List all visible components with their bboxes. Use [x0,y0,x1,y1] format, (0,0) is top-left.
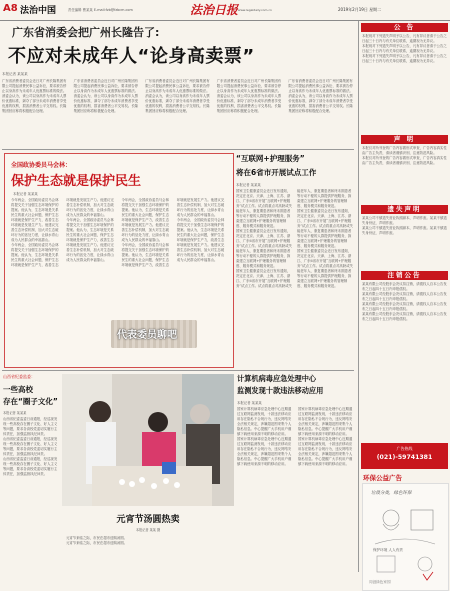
cancel-text-1: 某某有限公司经股东会决议拟注销，请债权人自本公告发布之日起四十五日内申报债权。 [362,282,447,291]
top-story-text-cont3: 广东省消费者委员会近日对广州长隆集团有限公司提起消费民事公益诉讼，要求被告停止以身高作为未成年人优惠票标准的做法。消委会认为，该公司以身高作为未成年人票价优惠标准，剥夺了部分未成年消费者享受优惠的权利，损害消费者公平交易权。长隆集团回应称将积极配合处理。 [216,79,282,113]
statement-text-1: 本报仅对所刊登的广告内容做形式审查，广告内容真实性由广告主负责，请读者谨慎识别，注意防范风险。 [362,146,447,155]
editor-line: 责任编辑 曹某某 E-mail:fzb@fzbcm.com [68,8,133,12]
top-story-text-cont: 广东省消费者委员会近日对广州长隆集团有限公司提起消费民事公益诉讼，要求被告停止以身高作为未成年人优惠票标准的做法。消委会认为，该公司以身高作为未成年人票价优惠标准，剥夺了部分未成年消费者享受优惠的权利，损害消费者公平交易权。长隆集团回应称将积极配合处理。 [73,79,139,113]
cancel-text-4: 某某有限公司经股东会决议拟注销，请债权人自本公告发布之日起四十五日内申报债权。 [362,312,447,321]
ecology-text-1: 今年两会，全国政协委员马会林将提交关于加强生态环境保护的提案。他认为，生态环境是关系民生的重大社会问题，保护生态环境就是保护生产力，改善生态环境就是发展生产力。他建议完善生态补偿机制，加大对生态破坏行为的惩处力度，让绿水青山成为人民群众的幸福靠山。 [11,198,59,242]
univ-text-1: 山西省纪委监委日前通报，经巡视发现一些高校存在圈子文化、好人主义等问题，要求各高校党委切实履行主体责任，加强监督执纪问责。 [3,417,58,436]
article-universities-headline-1: 一些高校 [3,385,33,394]
article-virus-headline-2: 监测发现十款违法移动应用 [237,386,324,395]
ps-slogan-2: 保护环境 人人有责 [373,548,403,552]
top-story-byline: 本报记者 某某某 [2,72,28,76]
lost-header: 遗失声明 [361,205,448,214]
article-ecology [4,153,234,368]
ps-slogan-1: 垃圾分类，绿色环保 [371,491,412,496]
univ-text-2: 山西省纪委监委日前通报，经巡视发现一些高校存在圈子文化、好人主义等问题，要求各高校党委切实履行主体责任，加强监督执纪问责。 [3,437,58,456]
article-virus-byline: 本报记者 某某某 [237,401,262,405]
statement-body [362,146,447,202]
lantern-festival-photo [62,374,234,506]
lost-body [362,216,447,268]
cancel-text-3: 某某有限公司经股东会决议拟注销，请债权人自本公告发布之日起四十五日内申报债权。 [362,302,447,311]
cancel-body [362,282,447,440]
top-story-text-cont4: 广东省消费者委员会近日对广州长隆集团有限公司提起消费民事公益诉讼，要求被告停止以身高作为未成年人优惠票标准的做法。消委会认为，该公司以身高作为未成年人票价优惠标准，剥夺了部分未成年消费者享受优惠的权利，损害消费者公平交易权。长隆集团回应称将积极配合处理。 [288,79,353,113]
article-nursing-headline: 将在6省市开展试点工作 [236,168,317,177]
nursing-text-5: 国家卫生健康委员会近日发布通知，决定在北京、天津、上海、江苏、浙江、广东6省市开展“互联网+护理服务”试点工作。试点将重点对高龄或失能老年人、康复期患者和终末期患者等行动不便的人群提供护理服务，探索建立互联网+护理服务的管理制度、服务模式和服务规范。 [297,249,353,288]
virus-text-2: 国家计算机病毒应急处理中心近期通过互联网监测发现，十款违法移动应用存在隐私不合规行为，违反网络安全法相关规定，涉嫌超范围采集个人隐私信息。中心提醒广大手机用户谨慎下载使用来源不明的移动应用。 [237,437,292,466]
statement-header: 声 明 [361,135,448,144]
masthead [0,0,450,21]
cancel-text-2: 某某有限公司经股东会决议拟注销，请债权人自本公告发布之日起四十五日内申报债权。 [362,292,447,301]
paper-url: www.legaldaily.com.cn [238,8,272,12]
divider [2,149,354,150]
public-service-ad [362,483,449,591]
nursing-text-2: 国家卫生健康委员会近日发布通知，决定在北京、天津、上海、江苏、浙江、广东6省市开展“互联网+护理服务”试点工作。试点将重点对高龄或失能老年人、康复期患者和终末期患者等行动不便的人群提供护理服务，探索建立互联网+护理服务的管理制度、服务模式和服务规范。 [236,229,292,268]
page-code: A8 [3,3,18,14]
ecology-text-6: 今年两会，全国政协委员马会林将提交关于加强生态环境保护的提案。他认为，生态环境是关系民生的重大社会问题，保护生态环境就是保护生产力，改善生态环境就是发展生产力。他建议完善生态补偿机制，加大对生态破坏行为的惩处力度，让绿水青山成为人民群众的幸福靠山。 [176,218,225,262]
notice-text-2: 本报现对下列遗失声明予以公告，凡有异议者请于公告之日起三十日内与有关单位联系，逾期视为无异议。 [362,44,447,53]
article-universities-byline: 本报记者 某某某 [3,411,27,415]
representatives-chat-banner [111,320,197,348]
ps-slogan-3: 同创绿色家园 [369,580,391,584]
lost-text-2: 某某公司不慎遗失营业执照副本，声明作废。某某不慎遗失身份证，声明作废。 [362,226,447,235]
article-nursing [236,153,354,367]
article-nursing-kicker: “互联网+护理服务” [236,154,305,163]
article-virus-body [237,407,355,567]
article-ecology-headline: 保护生态就是保护民生 [11,174,142,189]
divider [2,370,354,371]
notice-text-1: 本报现对下列遗失声明予以公告，凡有异议者请于公告之日起三十日内与有关单位联系，逾期视为无异议。 [362,34,447,43]
lost-text-1: 某某公司不慎遗失营业执照副本，声明作废。某某不慎遗失身份证，声明作废。 [362,216,447,225]
article-ecology-byline: 本报记者 某某某 [13,192,38,196]
cancel-header: 注销公告 [361,271,448,280]
photo-credit: 本报记者 某某 摄 [135,528,161,532]
photo-caption: 元宵节汤圆热卖 [116,515,180,525]
photo-desc [66,536,230,566]
article-virus-headline-1: 计算机病毒应急处理中心 [237,374,317,383]
top-story-text-cont2: 广东省消费者委员会近日对广州长隆集团有限公司提起消费民事公益诉讼，要求被告停止以身高作为未成年人优惠票标准的做法。消委会认为，该公司以身高作为未成年人票价优惠标准，剥夺了部分未成年消费者享受优惠的权利，损害消费者公平交易权。长隆集团回应称将积极配合处理。 [145,79,210,113]
statement-text-2: 本报仅对所刊登的广告内容做形式审查，广告内容真实性由广告主负责，请读者谨慎识别，注意防范风险。 [362,156,447,165]
article-nursing-byline: 本报记者 某某某 [236,183,261,187]
article-nursing-body [236,189,354,373]
notice-header: 公 告 [361,23,448,32]
article-ecology-kicker: 全国政协委员马会林： [11,162,72,169]
ps-illustration [363,484,448,590]
photo-illustration [62,374,234,506]
virus-text-4: 国家计算机病毒应急处理中心近期通过互联网监测发现，十款违法移动应用存在隐私不合规行为，违反网络安全法相关规定，涉嫌超范围采集个人隐私信息。中心提醒广大手机用户谨慎下载使用来源不明的移动应用。 [298,437,353,466]
hotline-number: (021)-59741381 [376,454,433,461]
article-universities [3,374,59,570]
ecology-text-5: 今年两会，全国政协委员马会林将提交关于加强生态环境保护的提案。他认为，生态环境是关系民生的重大社会问题，保护生态环境就是保护生产力，改善生态环境就是发展生产力。他建议完善生态补偿机制，加大对生态破坏行为的惩处力度，让绿水青山成为人民群众的幸福靠山。 [121,198,225,267]
ad-hotline-box [361,443,448,469]
article-universities-body [3,417,59,563]
ecology-text-4: 今年两会，全国政协委员马会林将提交关于加强生态环境保护的提案。他认为，生态环境是关系民生的重大社会问题，保护生态环境就是保护生产力，改善生态环境就是发展生产力。他建议完善生态补偿机制，加大对生态破坏行为的惩处力度，让绿水青山成为人民群众的幸福靠山。 [121,198,169,242]
photo-feature [62,374,234,570]
notice-body [362,34,447,132]
article-universities-headline-2: 存在“圈子文化” [3,397,58,406]
notice-text-3: 本报现对下列遗失声明予以公告，凡有异议者请于公告之日起三十日内与有关单位联系，逾期视为无异议。 [362,54,447,63]
photo-desc-text: 元宵节来临之际，市民在超市选购汤圆。 [66,536,128,540]
public-service-title: 环保公益广告 [363,474,402,482]
top-story-headline: 不应对未成年人“论身高卖票” [8,46,255,67]
nursing-text-1: 国家卫生健康委员会近日发布通知，决定在北京、天津、上海、江苏、浙江、广东6省市开展“互联网+护理服务”试点工作。试点将重点对高龄或失能老年人、康复期患者和终末期患者等行动不便的人群提供护理服务，探索建立互联网+护理服务的管理制度、服务模式和服务规范。 [236,189,292,228]
section-name: 法治中国 [20,6,57,16]
sidebar [358,21,450,584]
top-story [2,24,354,148]
nursing-text-4: 国家卫生健康委员会近日发布通知，决定在北京、天津、上海、江苏、浙江、广东6省市开展“互联网+护理服务”试点工作。试点将重点对高龄或失能老年人、康复期患者和终末期患者等行动不便的人群提供护理服务，探索建立互联网+护理服务的管理制度、服务模式和服务规范。 [297,209,353,248]
virus-text-1: 国家计算机病毒应急处理中心近期通过互联网监测发现，十款违法移动应用存在隐私不合规行为，违反网络安全法相关规定，涉嫌超范围采集个人隐私信息。中心提醒广大手机用户谨慎下载使用来源不明的移动应用。 [237,407,292,436]
ecology-text-3: 今年两会，全国政协委员马会林将提交关于加强生态环境保护的提案。他认为，生态环境是关系民生的重大社会问题，保护生态环境就是保护生产力，改善生态环境就是发展生产力。他建议完善生态补偿机制，加大对生态破坏行为的惩处力度，让绿水青山成为人民群众的幸福靠山。 [66,218,114,262]
paper-logo: 法治日报 [190,3,239,17]
banner-label: 代表委员聊吧 [117,330,177,341]
univ-text-3: 山西省纪委监委日前通报，经巡视发现一些高校存在圈子文化、好人主义等问题，要求各高校党委切实履行主体责任，加强监督执纪问责。 [3,457,58,476]
issue-date: 2019年2月19日 星期二 [338,7,382,12]
top-story-text: 广东省消费者委员会近日对广州长隆集团有限公司提起消费民事公益诉讼，要求被告停止以身高作为未成年人优惠票标准的做法。消委会认为，该公司以身高作为未成年人票价优惠标准，剥夺了部分未成年消费者享受优惠的权利，损害消费者公平交易权。长隆集团回应称将积极配合处理。 [2,79,67,113]
hotline-label: 广告热线 [396,446,413,451]
article-universities-section: 山西省纪委监委： [3,374,35,379]
ecology-text-2: 今年两会，全国政协委员马会林将提交关于加强生态环境保护的提案。他认为，生态环境是关系民生的重大社会问题，保护生态环境就是保护生产力，改善生态环境就是发展生产力。他建议完善生态补偿机制，加大对生态破坏行为的惩处力度，让绿水青山成为人民群众的幸福靠山。 [11,198,114,267]
article-virus-center [237,374,355,570]
virus-text-3: 国家计算机病毒应急处理中心近期通过互联网监测发现，十款违法移动应用存在隐私不合规行为，违反网络安全法相关规定，涉嫌超范围采集个人隐私信息。中心提醒广大手机用户谨慎下载使用来源不明的移动应用。 [298,407,353,436]
photo-desc-text-2: 元宵节来临之际，市民在超市选购汤圆。 [66,541,128,545]
nursing-text-3: 国家卫生健康委员会近日发布通知，决定在北京、天津、上海、江苏、浙江、广东6省市开展“互联网+护理服务”试点工作。试点将重点对高龄或失能老年人、康复期患者和终末期患者等行动不便的人群提供护理服务，探索建立互联网+护理服务的管理制度、服务模式和服务规范。 [236,189,352,288]
top-story-kicker: 广东省消委会把广州长隆告了: [12,26,160,39]
top-story-body [2,79,354,141]
